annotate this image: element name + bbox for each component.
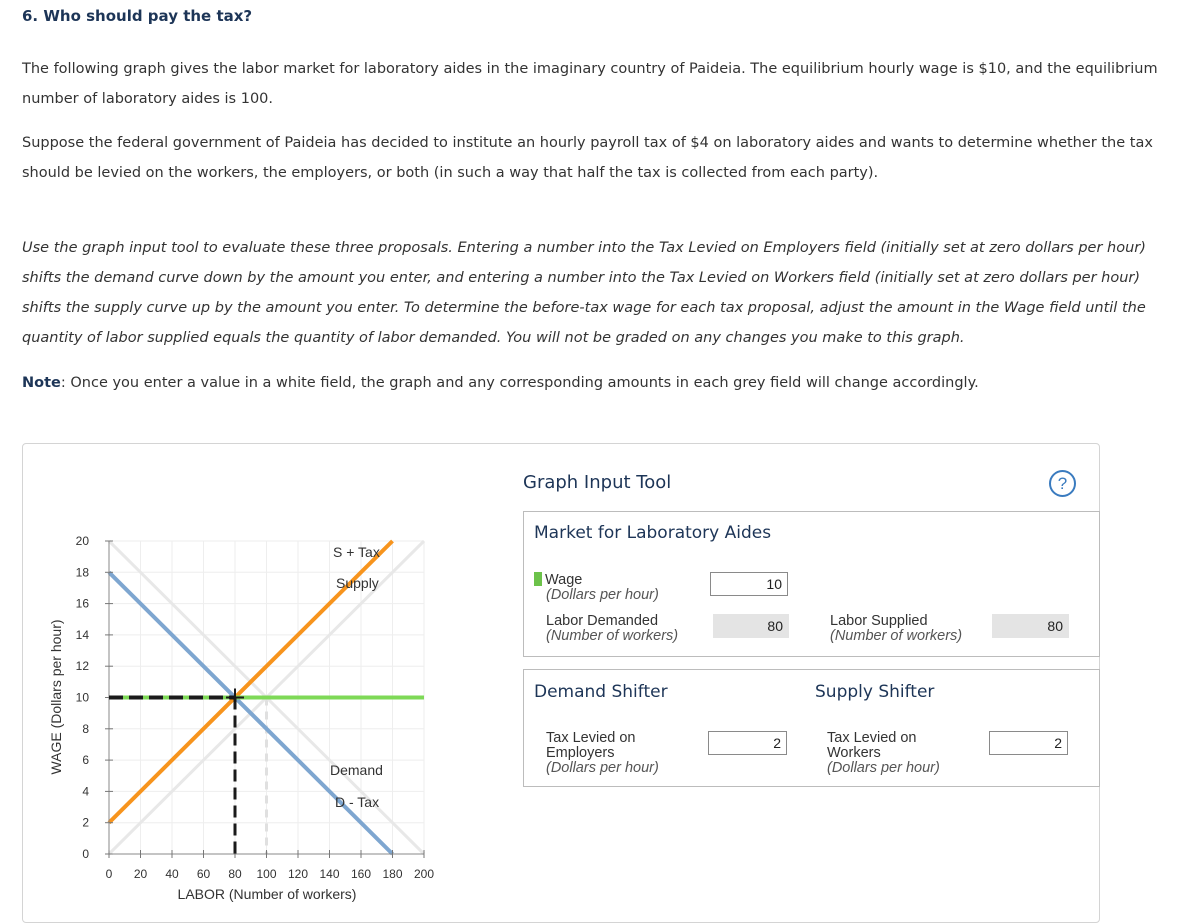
employers-tax-text-1: Tax Levied on [546, 730, 636, 746]
x-tick-label: 40 [165, 867, 179, 881]
employers-tax-label [546, 731, 659, 776]
x-tick-label: 120 [287, 867, 309, 881]
labor-demanded-unit: (Number of workers) [546, 628, 679, 644]
employers-tax-text-2: Employers [546, 745, 615, 761]
employers-tax-unit: (Dollars per hour) [546, 760, 659, 776]
workers-tax-unit: (Dollars per hour) [827, 760, 940, 776]
x-tick-label: 100 [256, 867, 277, 881]
x-tick-label: 60 [196, 867, 211, 881]
supply-shifter-title: Supply Shifter [815, 682, 935, 702]
curve-label-demand: Demand [330, 762, 383, 778]
intro-paragraph: The following graph gives the labor market for laboratory aides in the imaginary country of Paideia. The equilibrium hourly wage is $10, and the equilibrium number of laboratory aides is 100. [22, 61, 1158, 107]
x-tick-label: 0 [105, 867, 113, 881]
y-tick-label: 16 [75, 596, 89, 611]
note-label: Note [22, 375, 61, 391]
y-tick-label: 10 [75, 690, 89, 705]
x-tick-label: 140 [319, 867, 340, 881]
y-tick-label: 12 [75, 659, 89, 674]
market-title: Market for Laboratory Aides [534, 523, 772, 543]
y-tick-label: 0 [82, 847, 89, 861]
demand-shifter-title: Demand Shifter [534, 682, 668, 702]
x-tick-label: 200 [413, 867, 435, 881]
curve-label-d-minus-tax: D - Tax [335, 794, 380, 810]
y-axis-label: WAGE (Dollars per hour) [48, 619, 64, 775]
wage-label [534, 572, 659, 603]
workers-tax-input[interactable]: 2 [989, 731, 1068, 755]
labor-demanded-text: Labor Demanded [546, 613, 659, 629]
tax-paragraph: Suppose the federal government of Paideia has decided to institute an hourly payroll tax of $4 on laboratory aides and wants to determine whether the tax should be levied on the workers, the employers, or both (in such a way that half the tax is collected from each party). [22, 135, 1153, 181]
workers-tax-text-1: Tax Levied on [827, 730, 917, 746]
curve-label-s-plus-tax: S + Tax [333, 544, 380, 560]
wage-color-swatch [534, 572, 542, 586]
labor-supplied-label [830, 614, 962, 644]
curve-label-supply: Supply [336, 575, 379, 591]
question-title: 6. Who should pay the tax? [22, 7, 253, 25]
y-tick-label: 2 [82, 815, 89, 830]
y-tick-label: 18 [75, 565, 89, 580]
y-tick-label: 14 [75, 627, 89, 642]
wage-label-text: Wage [545, 572, 583, 588]
y-tick-label: 6 [82, 753, 89, 768]
labor-demanded-label [546, 614, 678, 644]
labor-demanded-value: 80 [713, 614, 789, 638]
workers-tax-label [827, 731, 940, 776]
instructions-paragraph: Use the graph input tool to evaluate these three proposals. Entering a number into the Tax Levied on Employers field (initially set at zero dollars per hour) shifts the demand curve down by the amount you enter, and entering a number into the Tax Levied on Workers field (initially set at zero dollars per hour) shifts the supply curve up by the amount you enter. To determine the before-tax wage for each tax proposal, adjust the amount in the Wage field until the quantity of labor supplied equals the quantity of labor demanded. You will not be graded on any changes you make to this graph. [22, 240, 1146, 346]
wage-unit: (Dollars per hour) [546, 587, 659, 603]
chart-overlay[interactable] [109, 689, 244, 855]
labor-supplied-text: Labor Supplied [830, 613, 928, 629]
y-tick-label: 8 [82, 721, 89, 736]
x-tick-label: 80 [228, 867, 242, 881]
wage-input[interactable]: 10 [710, 572, 788, 596]
y-tick-label: 4 [82, 784, 89, 799]
x-tick-label: 180 [382, 867, 403, 881]
employers-tax-input[interactable]: 2 [708, 731, 787, 755]
x-tick-label: 20 [133, 867, 148, 881]
note-text: : Once you enter a value in a white field, the graph and any corresponding amounts in each grey field will change accordingly. [60, 375, 979, 391]
workers-tax-text-2: Workers [827, 745, 881, 761]
labor-supplied-value: 80 [992, 614, 1069, 638]
y-tick-label: 20 [75, 534, 89, 548]
labor-supplied-unit: (Number of workers) [830, 628, 963, 644]
help-icon[interactable]: ? [1049, 470, 1076, 497]
x-axis-label: LABOR (Number of workers) [177, 886, 357, 902]
x-tick-label: 160 [350, 867, 372, 881]
graph-input-tool-title: Graph Input Tool [523, 472, 672, 493]
